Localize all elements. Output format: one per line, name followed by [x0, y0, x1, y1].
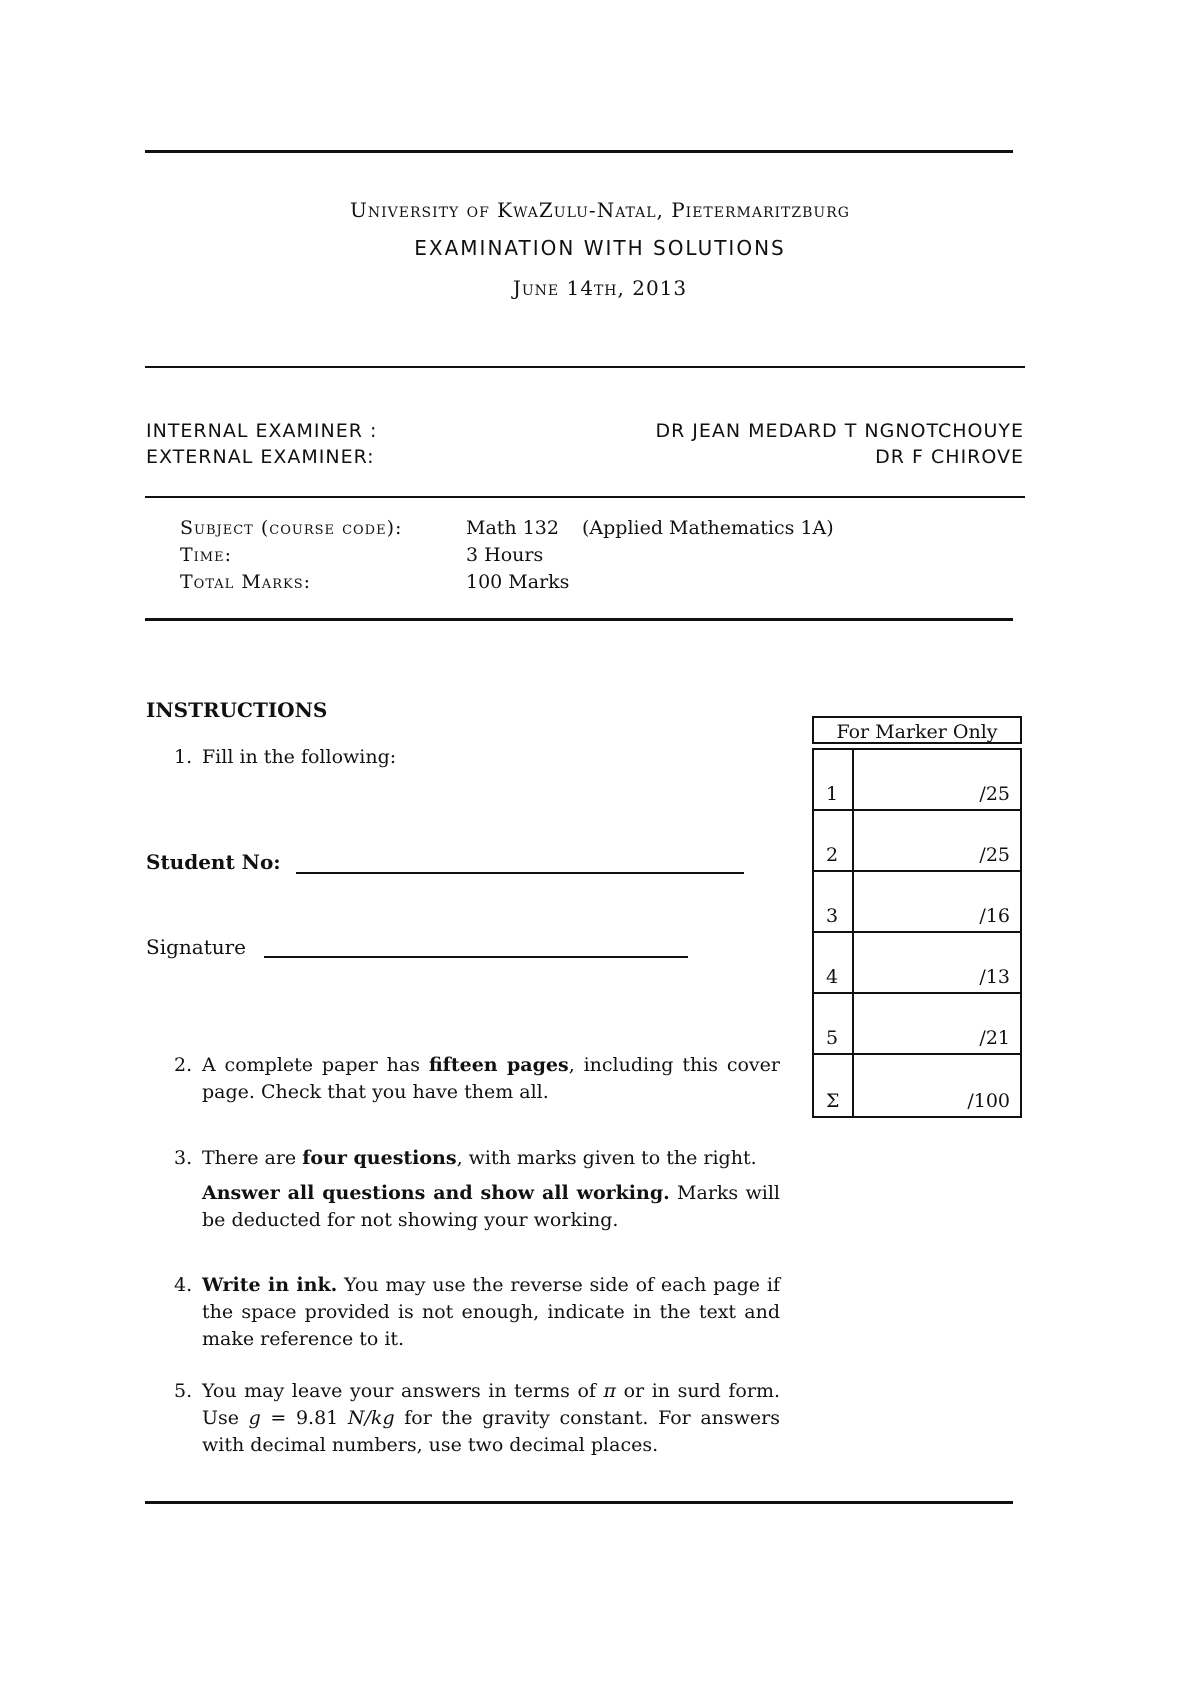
marker-max-score: /25	[979, 783, 1010, 805]
instruction-5-text-d: for the gravity constant. For answers with decimal numbers, use two decimal places.	[202, 1407, 781, 1456]
instruction-item-3: 3. There are four questions, with marks given to the right. Answer all questions and show all working. Marks will be deducted for not showing your working.	[174, 1147, 780, 1231]
external-examiner-name: DR F CHIROVE	[875, 446, 1024, 468]
instruction-5-text-c: = 9.81	[260, 1407, 348, 1429]
marker-row	[814, 750, 1020, 811]
internal-examiner-name: DR JEAN MEDARD T NGNOTCHOUYE	[655, 420, 1024, 442]
marker-table-title: For Marker Only	[812, 716, 1022, 744]
top-rule	[145, 150, 1013, 153]
instruction-3-text-a: There are	[202, 1147, 303, 1169]
marker-question: 1	[826, 783, 839, 805]
course-divider	[145, 618, 1013, 621]
instruction-3-emphasis-2: Answer all questions and show all working.	[202, 1182, 670, 1204]
total-marks-value: 100 Marks	[466, 571, 570, 593]
signature-label: Signature	[146, 935, 247, 959]
instruction-4-emphasis: Write in ink.	[202, 1274, 338, 1296]
internal-examiner-label: INTERNAL EXAMINER :	[146, 420, 378, 442]
time-value: 3 Hours	[466, 544, 544, 566]
pi-symbol: π	[603, 1380, 617, 1402]
instruction-2-text-c: , including this cover page. Check that you have them all.	[202, 1054, 780, 1103]
exam-date: June 14th, 2013	[512, 276, 688, 300]
marker-total-score: /100	[967, 1090, 1010, 1112]
instruction-item-5: 5. You may leave your answers in terms of π or in surd form. Use g = 9.81 N/kg for the gravity constant. For answers with decimal numbers, use two decimal places.	[174, 1380, 781, 1456]
marker-question: 3	[826, 905, 839, 927]
student-number-label: Student No:	[146, 850, 281, 874]
instruction-5-text-a: You may leave your answers in terms of	[202, 1380, 604, 1402]
gravity-symbol: g	[248, 1407, 261, 1429]
subject-label: Subject (course code):	[180, 517, 403, 539]
marker-row	[814, 933, 1020, 994]
instruction-2-emphasis: fifteen pages	[428, 1054, 569, 1076]
student-number-field[interactable]	[296, 872, 744, 874]
signature-field[interactable]	[264, 956, 688, 958]
instruction-item-4: 4. Write in ink. You may use the reverse side of each page if the space provided is not enough, indicate in the text and make reference to it.	[174, 1274, 780, 1350]
bottom-rule	[145, 1501, 1013, 1504]
subject-description: (Applied Mathematics 1A)	[582, 517, 834, 539]
header-divider	[145, 366, 1025, 368]
instruction-3-emphasis: four questions	[302, 1147, 457, 1169]
total-marks-label: Total Marks:	[180, 571, 312, 593]
instructions-heading: INSTRUCTIONS	[146, 698, 328, 722]
university-name: University of KwaZulu-Natal, Pietermaritzburg	[350, 198, 850, 222]
instruction-3-text-e: Marks will be deducted for not showing your working.	[202, 1182, 780, 1231]
examiner-divider	[145, 496, 1025, 498]
exam-title: EXAMINATION WITH SOLUTIONS	[414, 236, 786, 260]
marker-question: 2	[826, 844, 839, 866]
marker-row	[814, 994, 1020, 1055]
marker-question: 4	[826, 966, 839, 988]
instruction-4-text-b: You may use the reverse side of each page if the space provided is not enough, indicate in the text and make reference to it.	[202, 1274, 780, 1350]
instruction-1-text: Fill in the following:	[202, 746, 397, 768]
time-label: Time:	[180, 544, 233, 566]
instruction-item-2: 2. A complete paper has fifteen pages, including this cover page. Check that you have them all.	[174, 1054, 780, 1103]
marker-row-total	[814, 1055, 1020, 1116]
marker-total-symbol: Σ	[826, 1090, 840, 1112]
external-examiner-label: EXTERNAL EXAMINER:	[146, 446, 375, 468]
marker-max-score: /25	[979, 844, 1010, 866]
instruction-3-text-c: , with marks given to the right.	[456, 1147, 757, 1169]
marker-max-score: /13	[979, 966, 1010, 988]
marker-row	[814, 811, 1020, 872]
instruction-5-text-b: or in surd form. Use	[202, 1380, 781, 1429]
marker-table	[812, 748, 1022, 1118]
subject-value: Math 132	[466, 517, 559, 539]
instruction-item-1: 1. Fill in the following:	[174, 744, 774, 771]
marker-question: 5	[826, 1027, 839, 1049]
marker-max-score: /21	[979, 1027, 1010, 1049]
marker-row	[814, 872, 1020, 933]
gravity-unit: N/kg	[347, 1407, 395, 1429]
marker-max-score: /16	[979, 905, 1010, 927]
instruction-2-text-a: A complete paper has	[202, 1054, 429, 1076]
